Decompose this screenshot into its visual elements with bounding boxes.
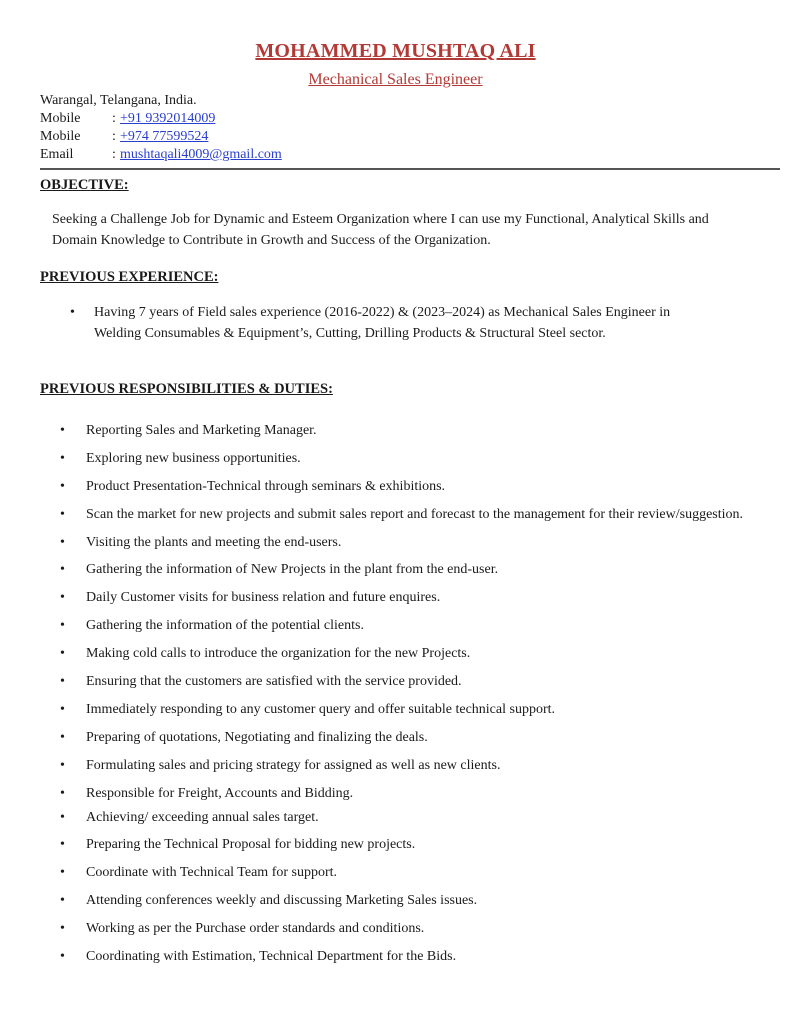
contact-block	[40, 92, 282, 164]
list-item	[60, 589, 750, 607]
bullet-icon: •	[60, 757, 65, 773]
list-item	[60, 701, 750, 719]
bullet-icon: •	[60, 506, 65, 522]
list-item	[60, 864, 750, 882]
contact-label: Email	[40, 147, 74, 162]
experience-text: Having 7 years of Field sales experience (2016-2022) & (2023–2024) as Mechanical Sales Engineer in Welding Consumables & Equipment’s, Cutting, Drilling Products & Structural Steel sector.	[94, 305, 671, 341]
list-item	[60, 920, 750, 938]
list-item	[60, 836, 750, 854]
duty-text: Reporting Sales and Marketing Manager.	[86, 423, 317, 438]
duties-heading: PREVIOUS RESPONSIBILITIES & DUTIES:	[40, 381, 333, 397]
duty-text: Coordinating with Estimation, Technical Department for the Bids.	[86, 949, 457, 965]
experience-heading: PREVIOUS EXPERIENCE:	[40, 269, 219, 285]
list-item	[60, 422, 750, 440]
duty-text: Ensuring that the customers are satisfied with the service provided.	[86, 674, 462, 690]
list-item	[60, 534, 750, 552]
duties-list	[60, 422, 750, 976]
bullet-icon: •	[60, 865, 65, 881]
bullet-icon: •	[70, 305, 75, 320]
duty-text: Preparing of quotations, Negotiating and finalizing the deals.	[86, 729, 428, 745]
phone-link-2[interactable]: +974 77599524	[120, 129, 209, 144]
contact-row-mobile-1	[40, 110, 282, 128]
duty-text: Making cold calls to introduce the organization for the new Projects.	[86, 646, 471, 662]
list-item	[60, 617, 750, 635]
bullet-icon: •	[60, 674, 65, 690]
candidate-name: MOHAMMED MUSHTAQ ALI	[255, 40, 536, 62]
bullet-icon: •	[60, 785, 65, 801]
bullet-icon: •	[60, 646, 65, 662]
contact-label: Mobile	[40, 111, 81, 126]
duty-text: Responsible for Freight, Accounts and Bidding.	[86, 785, 354, 801]
bullet-icon: •	[60, 809, 65, 825]
job-title: Mechanical Sales Engineer	[308, 71, 483, 88]
list-item	[60, 673, 750, 691]
bullet-icon: •	[60, 478, 65, 494]
bullet-icon: •	[60, 921, 65, 937]
duty-text: Preparing the Technical Proposal for bidding new projects.	[86, 837, 416, 853]
list-item	[60, 809, 750, 827]
bullet-icon: •	[60, 893, 65, 909]
bullet-icon: •	[60, 729, 65, 745]
duty-text: Gathering the information of New Projects in the plant from the end-user.	[86, 562, 499, 578]
contact-separator: :	[112, 129, 116, 144]
experience-item	[70, 302, 710, 344]
list-item	[60, 645, 750, 663]
list-item	[60, 948, 750, 966]
bullet-icon: •	[60, 618, 65, 634]
objective-heading: OBJECTIVE:	[40, 177, 129, 193]
email-link[interactable]: mushtaqali4009@gmail.com	[120, 147, 282, 162]
bullet-icon: •	[60, 562, 65, 578]
bullet-icon: •	[60, 450, 65, 466]
bullet-icon: •	[60, 837, 65, 853]
list-item	[60, 561, 750, 579]
list-item	[60, 757, 750, 775]
list-item	[60, 729, 750, 747]
duty-text: Achieving/ exceeding annual sales target.	[86, 809, 319, 825]
duty-text: Exploring new business opportunities.	[86, 450, 301, 466]
contact-separator: :	[112, 111, 116, 126]
contact-row-email	[40, 146, 282, 164]
objective-text: Seeking a Challenge Job for Dynamic and Esteem Organization where I can use my Functional, Analytical Skills and Domain Knowledge to Contribute in Growth and Success of the Organization.	[52, 212, 709, 248]
list-item	[60, 785, 750, 803]
contact-separator: :	[112, 147, 116, 162]
duty-text: Working as per the Purchase order standards and conditions.	[86, 921, 425, 937]
location-text: Warangal, Telangana, India.	[40, 93, 197, 108]
list-item	[60, 892, 750, 910]
contact-row-mobile-2	[40, 128, 282, 146]
bullet-icon: •	[60, 534, 65, 550]
phone-link-1[interactable]: +91 9392014009	[120, 111, 216, 126]
duty-text: Formulating sales and pricing strategy for assigned as well as new clients.	[86, 757, 501, 773]
duty-text: Gathering the information of the potential clients.	[86, 618, 364, 634]
list-item	[60, 506, 750, 524]
duty-text: Product Presentation-Technical through seminars & exhibitions.	[86, 478, 446, 494]
bullet-icon: •	[60, 949, 65, 965]
bullet-icon: •	[60, 423, 65, 438]
duty-text: Attending conferences weekly and discussing Marketing Sales issues.	[86, 893, 478, 909]
duty-text: Coordinate with Technical Team for support.	[86, 865, 338, 881]
list-item	[60, 478, 750, 496]
duty-text: Visiting the plants and meeting the end-users.	[86, 534, 342, 550]
duty-text: Scan the market for new projects and submit sales report and forecast to the management for their review/suggestion.	[86, 506, 744, 522]
bullet-icon: •	[60, 701, 65, 717]
contact-label: Mobile	[40, 129, 81, 144]
duty-text: Daily Customer visits for business relation and future enquires.	[86, 590, 441, 606]
header-divider	[40, 168, 780, 170]
bullet-icon: •	[60, 590, 65, 606]
duty-text: Immediately responding to any customer query and offer suitable technical support.	[86, 701, 555, 717]
list-item	[60, 450, 750, 468]
